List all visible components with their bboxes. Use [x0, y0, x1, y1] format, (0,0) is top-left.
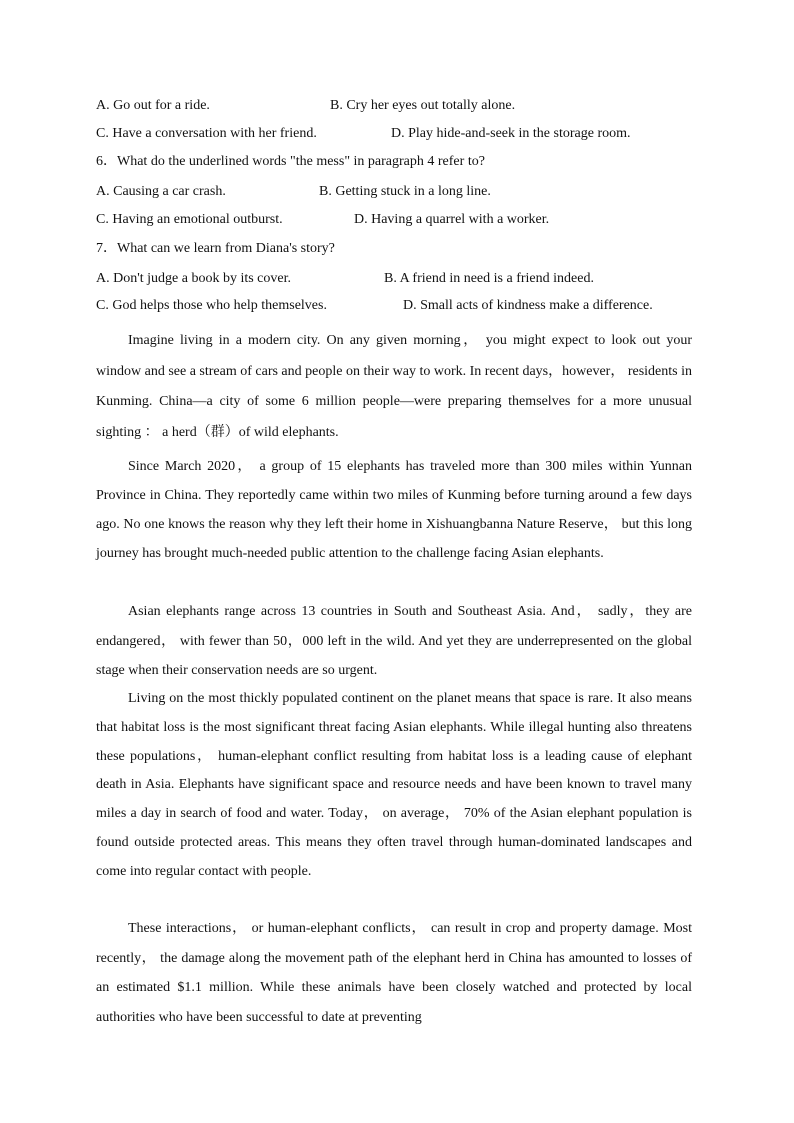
paragraph-text: Since March 2020， a group of 15 elephants has traveled more than 300 miles within Yunnan Province in China. They reportedly came within two miles of Kunming before turning around a few days ago. No one knows the reason why they left their home in Xishuangbanna Nature Reserve， but this long journey has brought much-needed public attention to the challenge facing Asian elephants.	[96, 459, 692, 561]
q6-stem: 6．What do the underlined words "the mess" in paragraph 4 refer to?	[96, 154, 485, 169]
paragraph-text: These interactions， or human-elephant conflicts， can result in crop and property damage. Most recently， the damage along the movement path of the elephant herd in China has amounted to losses of an estimated $1.1 million. While these animals have been closely watched and protected by local authorities who have been successful to date at preventing	[96, 921, 692, 1025]
q7-option-a: A. Don't judge a book by its cover.	[96, 271, 291, 286]
passage-paragraph-2	[96, 452, 692, 568]
q7-option-d: D. Small acts of kindness make a difference.	[403, 298, 653, 313]
q5-option-c: C. Have a conversation with her friend.	[96, 126, 317, 141]
q6-option-b: B. Getting stuck in a long line.	[319, 184, 491, 199]
paragraph-text: Asian elephants range across 13 countries in South and Southeast Asia. And， sadly，they are endangered， with fewer than 50，000 left in the wild. And yet they are underrepresented on the global stage when their conservation needs are so urgent.	[96, 604, 692, 678]
q7-option-c: C. God helps those who help themselves.	[96, 298, 327, 313]
passage-paragraph-3	[96, 597, 692, 686]
q7-option-b: B. A friend in need is a friend indeed.	[384, 271, 594, 286]
q7-stem: 7．What can we learn from Diana's story?	[96, 241, 335, 256]
q5-option-a: A. Go out for a ride.	[96, 98, 210, 113]
q6-option-d: D. Having a quarrel with a worker.	[354, 212, 550, 227]
paragraph-text: Imagine living in a modern city. On any given morning， you might expect to look out your window and see a stream of cars and people on their way to work. In recent days，however， residents in Kunming. China—a city of some 6 million people—were preparing themselves for a more unusual sighting ： a herd（群）of wild elephants.	[96, 333, 692, 440]
q5-option-b: B. Cry her eyes out totally alone.	[330, 98, 516, 113]
passage-paragraph-4	[96, 685, 692, 887]
paragraph-text: Living on the most thickly populated continent on the planet means that space is rare. It also means that habitat loss is the most significant threat facing Asian elephants. While illegal hunting also threatens these populations， human-elephant conflict resulting from habitat loss is a leading cause of elephant death in Asia. Elephants have significant space and resource needs and have been known to travel many miles a day in search of food and water. Today， on average， 70% of the Asian elephant population is found outside protected areas. This means they often travel through human-dominated landscapes and come into regular contact with people.	[96, 691, 692, 879]
passage-paragraph-1	[96, 326, 692, 448]
q5-option-d: D. Play hide-and-seek in the storage room.	[391, 126, 631, 141]
q6-option-a: A. Causing a car crash.	[96, 184, 226, 199]
passage-paragraph-5	[96, 914, 692, 1032]
q6-option-c: C. Having an emotional outburst.	[96, 212, 283, 227]
